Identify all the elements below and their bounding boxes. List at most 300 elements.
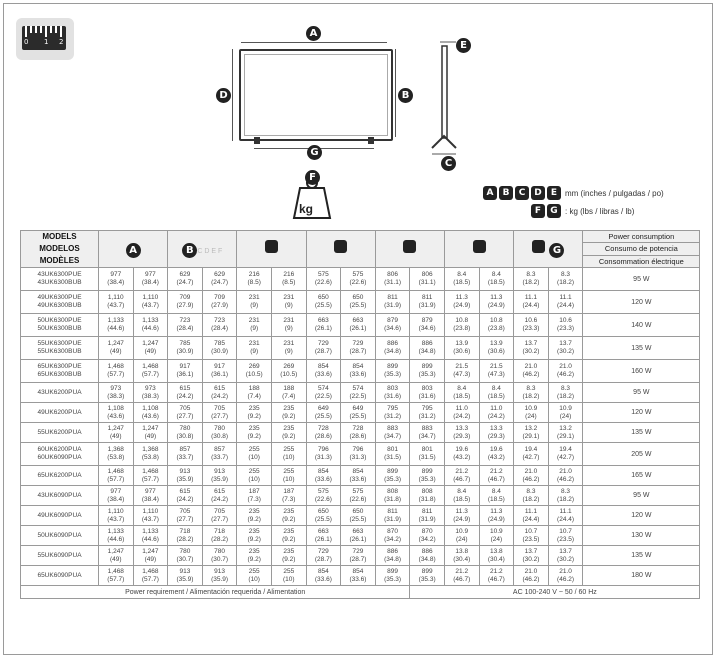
label-b-badge: B [398, 88, 413, 103]
dimension-cell: 269 (10.5) [237, 360, 272, 383]
model-name: 65UK6200PUA [37, 471, 82, 479]
legend-dims-text: mm (inches / pulgadas / po) [565, 189, 664, 198]
dimension-cell: 795 (31.2) [375, 403, 410, 423]
dimension-cell: 1,133 (44.6) [133, 526, 168, 546]
dimension-cell: 977 (38.4) [133, 268, 168, 291]
model-name: 43UK6090PUA [37, 491, 82, 499]
dimension-cell: 231 (9) [237, 314, 272, 337]
dimension-cell: 650 (25.5) [341, 506, 376, 526]
dimension-cell: 1,468 (57.7) [133, 566, 168, 586]
dimension-cell: 883 (34.7) [410, 423, 445, 443]
legend-e-icon: E [547, 186, 561, 200]
dimension-cell: 649 (25.5) [306, 403, 341, 423]
dimension-cell: 1,133 (44.6) [99, 526, 134, 546]
dimension-cell: 1,108 (43.6) [99, 403, 134, 423]
label-g-badge: G [307, 145, 322, 160]
dimension-cell: 13.3 (29.3) [479, 423, 514, 443]
dimension-cell: 729 (28.7) [341, 337, 376, 360]
dimension-cell: 21.5 (47.3) [444, 360, 479, 383]
dimension-cell: 806 (31.1) [410, 268, 445, 291]
dimension-cell: 857 (33.7) [202, 443, 237, 466]
dimension-cell: 574 (22.5) [341, 383, 376, 403]
dimension-cell: 663 (26.1) [341, 314, 376, 337]
col-e-header [375, 231, 444, 268]
dimension-cell: 650 (25.5) [306, 506, 341, 526]
dimension-cell: 13.2 (29.1) [514, 423, 549, 443]
dimension-cell: 854 (33.6) [306, 466, 341, 486]
dimension-cell: 785 (30.9) [202, 337, 237, 360]
dimension-cell: 879 (34.6) [375, 314, 410, 337]
power-cell: 165 W [583, 466, 700, 486]
col-d-header [306, 231, 375, 268]
dimension-cell: 255 (10) [237, 466, 272, 486]
dimension-cell: 801 (31.5) [375, 443, 410, 466]
dimension-cell: 255 (10) [271, 566, 306, 586]
dimension-cell: 235 (9.2) [237, 403, 272, 423]
dimension-cell: 187 (7.3) [237, 486, 272, 506]
model-cell [21, 506, 99, 526]
dimension-cell: 255 (10) [237, 566, 272, 586]
dimension-cell: 235 (9.2) [237, 423, 272, 443]
dimension-cell: 10.9 (24) [514, 403, 549, 423]
dimension-cell: 1,247 (49) [99, 546, 134, 566]
dimension-cell: 705 (27.7) [202, 403, 237, 423]
model-name: 49UK6200PUA [37, 408, 82, 416]
dimension-cell: 11.3 (24.9) [479, 291, 514, 314]
dimension-cell: 21.0 (46.2) [548, 360, 583, 383]
dimension-cell: 21.5 (47.3) [479, 360, 514, 383]
table-row [21, 383, 700, 403]
power-cell: 120 W [583, 403, 700, 423]
ruler-num-1: 1 [44, 38, 49, 46]
dimension-cell: 1,468 (57.7) [99, 360, 134, 383]
dimension-cell: 8.3 (18.2) [514, 486, 549, 506]
power-requirement-value: AC 100-240 V ~ 50 / 60 Hz [410, 586, 700, 599]
dimension-cell: 11.1 (24.4) [514, 506, 549, 526]
dimension-cell: 615 (24.2) [168, 486, 203, 506]
dimension-cell: 723 (28.4) [202, 314, 237, 337]
dimension-cell: 854 (33.6) [341, 360, 376, 383]
dimension-cell: 886 (34.8) [410, 337, 445, 360]
dimension-cell: 803 (31.6) [375, 383, 410, 403]
dimension-cell: 11.0 (24.2) [444, 403, 479, 423]
table-row [21, 546, 700, 566]
dimension-cell: 879 (34.6) [410, 314, 445, 337]
dimension-cell: 1,247 (49) [99, 423, 134, 443]
dimension-cell: 188 (7.4) [237, 383, 272, 403]
dimension-cell: 11.1 (24.4) [514, 291, 549, 314]
dimension-cell: 269 (10.5) [271, 360, 306, 383]
tv-foot-right [368, 137, 374, 144]
power-cell: 95 W [583, 383, 700, 403]
col-f-header [444, 231, 513, 268]
dimension-cell: 650 (25.5) [306, 291, 341, 314]
power-cell: 95 W [583, 268, 700, 291]
dimension-cell: 11.3 (24.9) [479, 506, 514, 526]
dimension-cell: 973 (38.3) [99, 383, 134, 403]
dimension-cell: 10.7 (23.5) [514, 526, 549, 546]
dimension-cell: 913 (35.9) [202, 466, 237, 486]
ruler-icon-box [16, 18, 74, 60]
dimension-cell: 574 (22.5) [306, 383, 341, 403]
model-cell [21, 443, 99, 466]
dimension-cell: 10.9 (24) [548, 403, 583, 423]
label-e-badge: E [456, 38, 471, 53]
power-header-es: Consumo de potencia [583, 243, 700, 255]
dimension-cell: 663 (26.1) [341, 526, 376, 546]
dimension-cell: 235 (9.2) [237, 506, 272, 526]
power-cell: 135 W [583, 337, 700, 360]
dimension-cell: 806 (31.1) [375, 268, 410, 291]
dimension-cell: 1,247 (49) [99, 337, 134, 360]
dimension-cell: 13.7 (30.2) [548, 546, 583, 566]
dimension-cell: 709 (27.9) [168, 291, 203, 314]
dimension-cell: 705 (27.7) [168, 403, 203, 423]
dimension-cell: 8.4 (18.5) [444, 383, 479, 403]
dimension-cell: 615 (24.2) [202, 383, 237, 403]
dimension-cell: 728 (28.6) [306, 423, 341, 443]
table-row [21, 466, 700, 486]
dimension-cell: 13.8 (30.4) [444, 546, 479, 566]
dimension-cell: 187 (7.3) [271, 486, 306, 506]
dimension-cell: 1,468 (57.7) [99, 566, 134, 586]
dimension-cell: 886 (34.8) [375, 546, 410, 566]
dimension-cell: 811 (31.9) [375, 291, 410, 314]
dimension-cell: 780 (30.8) [202, 423, 237, 443]
dimension-cell: 231 (9) [271, 291, 306, 314]
power-cell: 95 W [583, 486, 700, 506]
power-cell: 205 W [583, 443, 700, 466]
dimension-cell: 857 (33.7) [168, 443, 203, 466]
dimension-cell: 10.6 (23.3) [548, 314, 583, 337]
dimension-cell: 10.6 (23.3) [514, 314, 549, 337]
dimension-cell: 663 (26.1) [306, 314, 341, 337]
dimension-cell: 231 (9) [271, 337, 306, 360]
dimension-cell: 1,468 (57.7) [133, 360, 168, 383]
legend-weight-text: : kg (lbs / libras / lb) [565, 207, 635, 216]
dimension-cell: 11.0 (24.2) [479, 403, 514, 423]
legend-f-icon: F [531, 204, 545, 218]
dimension-cell: 723 (28.4) [168, 314, 203, 337]
dimension-cell: 854 (33.6) [341, 466, 376, 486]
dimension-cell: 19.6 (43.2) [479, 443, 514, 466]
label-c-badge: C [441, 156, 456, 171]
col-a-header: A [99, 231, 168, 268]
model-name: 55UK6300BUB [37, 348, 82, 355]
dimension-cell: 705 (27.7) [202, 506, 237, 526]
dimension-cell: 808 (31.8) [410, 486, 445, 506]
model-name: 49UK6300PUE [37, 294, 82, 301]
dimension-cell: 13.9 (30.6) [444, 337, 479, 360]
dimension-cell: 21.2 (46.7) [444, 466, 479, 486]
dimension-cell: 235 (9.2) [271, 546, 306, 566]
dimension-cell: 663 (26.1) [306, 526, 341, 546]
dimension-cell: 883 (34.7) [375, 423, 410, 443]
label-d-badge: D [216, 88, 231, 103]
dimension-cell: 913 (35.9) [202, 566, 237, 586]
model-name: 50UK6090PUA [37, 531, 82, 539]
dimension-cell: 801 (31.5) [410, 443, 445, 466]
model-name: 43UK6200PUA [37, 388, 82, 396]
dimension-cell: 780 (30.8) [168, 423, 203, 443]
dimension-cell: 21.0 (46.2) [514, 360, 549, 383]
dimension-cell: 870 (34.2) [410, 526, 445, 546]
dimension-cell: 21.0 (46.2) [548, 566, 583, 586]
dimension-cell: 1,247 (49) [133, 423, 168, 443]
model-cell [21, 360, 99, 383]
tv-front-diagram [239, 49, 393, 141]
model-name: 49UK6090PUA [37, 511, 82, 519]
dimension-cell: 780 (30.7) [168, 546, 203, 566]
dimension-cell: 21.2 (46.7) [479, 466, 514, 486]
col-b-header: B C D E F [168, 231, 237, 268]
dimension-cell: 255 (10) [237, 443, 272, 466]
dimension-cell: 216 (8.5) [271, 268, 306, 291]
dimension-cell: 729 (28.7) [341, 546, 376, 566]
model-name: 50UK6300PUE [37, 317, 82, 324]
model-cell [21, 423, 99, 443]
legend-c-icon: C [515, 186, 529, 200]
legend-g-icon: G [547, 204, 561, 218]
dimension-cell: 8.4 (18.5) [479, 383, 514, 403]
table-row [21, 506, 700, 526]
dimension-cell: 1,468 (57.7) [133, 466, 168, 486]
label-a-badge: A [306, 26, 321, 41]
dimension-cell: 811 (31.9) [410, 291, 445, 314]
dimension-cell: 575 (22.6) [341, 486, 376, 506]
legend-d-icon: D [531, 186, 545, 200]
dimension-cell: 19.6 (43.2) [444, 443, 479, 466]
table-row [21, 268, 700, 291]
dimension-cell: 11.3 (24.9) [444, 506, 479, 526]
weight-unit: kg [299, 202, 314, 216]
dimension-cell: 11.3 (24.9) [444, 291, 479, 314]
dimension-cell: 255 (10) [271, 443, 306, 466]
dimension-cell: 8.4 (18.5) [479, 486, 514, 506]
model-name: 50UK6300BUB [37, 325, 82, 332]
dimension-cell: 235 (9.2) [271, 526, 306, 546]
dimension-cell: 13.3 (29.3) [444, 423, 479, 443]
dimension-cell: 629 (24.7) [202, 268, 237, 291]
dimension-cell: 1,247 (49) [133, 546, 168, 566]
power-cell: 140 W [583, 314, 700, 337]
model-name: 60UK6200PUA [37, 446, 82, 453]
dimension-cell: 718 (28.2) [168, 526, 203, 546]
models-header: MODELS MODELOS MODÈLES [21, 231, 99, 268]
dimension-cell: 8.4 (18.5) [479, 268, 514, 291]
model-name: 65UK6300BUB [37, 371, 82, 378]
dimension-cell: 1,110 (43.7) [99, 291, 134, 314]
dimension-cell: 1,468 (57.7) [99, 466, 134, 486]
dimension-cell: 886 (34.8) [375, 337, 410, 360]
dimension-cell: 1,108 (43.6) [133, 403, 168, 423]
dimension-cell: 10.9 (24) [444, 526, 479, 546]
dimension-cell: 216 (8.5) [237, 268, 272, 291]
dimension-cell: 649 (25.5) [341, 403, 376, 423]
dimension-cell: 854 (33.6) [341, 566, 376, 586]
power-cell: 160 W [583, 360, 700, 383]
dimension-cell: 718 (28.2) [202, 526, 237, 546]
dimension-cell: 650 (25.5) [341, 291, 376, 314]
model-cell [21, 526, 99, 546]
dimension-cell: 8.3 (18.2) [548, 486, 583, 506]
model-name: 65UK6090PUA [37, 571, 82, 579]
dimension-cell: 780 (30.7) [202, 546, 237, 566]
dimension-cell: 13.7 (30.2) [514, 546, 549, 566]
dimension-cell: 575 (22.6) [306, 268, 341, 291]
dimension-cell: 917 (36.1) [168, 360, 203, 383]
table-row [21, 486, 700, 506]
model-cell [21, 337, 99, 360]
power-cell: 180 W [583, 566, 700, 586]
legend-b-icon: B [499, 186, 513, 200]
dimension-cell: 235 (9.2) [237, 526, 272, 546]
power-header-fr: Consommation électrique [583, 255, 700, 267]
dimension-cell: 899 (35.3) [410, 566, 445, 586]
dimension-cell: 705 (27.7) [168, 506, 203, 526]
model-cell [21, 566, 99, 586]
dimension-cell: 917 (36.1) [202, 360, 237, 383]
dimension-cell: 977 (38.4) [133, 486, 168, 506]
dimension-cell: 1,368 (53.8) [133, 443, 168, 466]
dimension-cell: 8.3 (18.2) [514, 268, 549, 291]
power-header-en: Power consumption [583, 231, 700, 243]
dimension-cell: 811 (31.9) [375, 506, 410, 526]
table-row [21, 526, 700, 546]
dimension-cell: 8.4 (18.5) [444, 486, 479, 506]
dimension-cell: 795 (31.2) [410, 403, 445, 423]
model-cell [21, 403, 99, 423]
dimension-cell: 899 (35.3) [375, 360, 410, 383]
dimension-cell: 709 (27.9) [202, 291, 237, 314]
ruler-num-0: 0 [24, 38, 29, 46]
dimension-cell: 913 (35.9) [168, 566, 203, 586]
spec-table [20, 230, 700, 599]
power-cell: 120 W [583, 291, 700, 314]
col-g-header: G [514, 231, 583, 268]
dimension-cell: 1,133 (44.6) [99, 314, 134, 337]
dimension-cell: 19.4 (42.7) [548, 443, 583, 466]
table-row [21, 566, 700, 586]
dimension-cell: 10.7 (23.5) [548, 526, 583, 546]
dimension-cell: 255 (10) [271, 466, 306, 486]
dimension-cell: 8.3 (18.2) [514, 383, 549, 403]
dimension-cell: 231 (9) [237, 291, 272, 314]
model-cell [21, 383, 99, 403]
table-row [21, 403, 700, 423]
dimension-cell: 899 (35.3) [410, 360, 445, 383]
col-c-header [237, 231, 306, 268]
dimension-cell: 8.4 (18.5) [444, 268, 479, 291]
dimension-cell: 729 (28.7) [306, 337, 341, 360]
dimension-cell: 1,110 (43.7) [133, 291, 168, 314]
dimension-cell: 235 (9.2) [237, 546, 272, 566]
dimension-cell: 629 (24.7) [168, 268, 203, 291]
dimension-cell: 811 (31.9) [410, 506, 445, 526]
dimension-cell: 899 (35.3) [375, 466, 410, 486]
model-name: 49UK6300BUB [37, 302, 82, 309]
power-cell: 135 W [583, 546, 700, 566]
model-name: 55UK6090PUA [37, 551, 82, 559]
model-name: 43UK6300BUB [37, 279, 82, 286]
dimension-cell: 575 (22.6) [341, 268, 376, 291]
table-row [21, 337, 700, 360]
dimension-cell: 8.3 (18.2) [548, 268, 583, 291]
dimension-cell: 615 (24.2) [168, 383, 203, 403]
ruler-num-2: 2 [59, 38, 64, 46]
dimension-cell: 886 (34.8) [410, 546, 445, 566]
dimension-cell: 13.9 (30.6) [479, 337, 514, 360]
dimension-cell: 11.1 (24.4) [548, 506, 583, 526]
power-cell: 130 W [583, 526, 700, 546]
tv-side-diagram [426, 34, 476, 159]
model-cell [21, 546, 99, 566]
table-row [21, 314, 700, 337]
dimension-cell: 13.7 (30.2) [548, 337, 583, 360]
dimension-cell: 796 (31.3) [341, 443, 376, 466]
dimension-cell: 21.2 (46.7) [479, 566, 514, 586]
dimension-cell: 21.0 (46.2) [548, 466, 583, 486]
model-cell [21, 314, 99, 337]
power-requirement-label: Power requirement / Alimentación requerida / Alimentation [21, 586, 410, 599]
dimension-cell: 13.8 (30.4) [479, 546, 514, 566]
dimension-cell: 8.3 (18.2) [548, 383, 583, 403]
dimension-cell: 19.4 (42.7) [514, 443, 549, 466]
dimension-cell: 1,133 (44.6) [133, 314, 168, 337]
model-cell [21, 291, 99, 314]
model-name: 65UK6300PUE [37, 363, 82, 370]
dimension-cell: 973 (38.3) [133, 383, 168, 403]
dimension-cell: 913 (35.9) [168, 466, 203, 486]
dimension-cell: 854 (33.6) [306, 566, 341, 586]
dimension-cell: 977 (38.4) [99, 268, 134, 291]
dimension-cell: 899 (35.3) [410, 466, 445, 486]
table-row [21, 360, 700, 383]
model-cell [21, 268, 99, 291]
dimension-cell: 13.7 (30.2) [514, 337, 549, 360]
dimension-cell: 10.8 (23.8) [479, 314, 514, 337]
legend-a-icon: A [483, 186, 497, 200]
dimension-cell: 11.1 (24.4) [548, 291, 583, 314]
dimension-cell: 231 (9) [271, 314, 306, 337]
model-name: 60UK6090PUA [37, 454, 82, 461]
dimension-cell: 1,247 (49) [133, 337, 168, 360]
dim-line-b [395, 49, 396, 137]
dimension-cell: 235 (9.2) [271, 506, 306, 526]
dimension-cell: 21.0 (46.2) [514, 566, 549, 586]
dimension-cell: 729 (28.7) [306, 546, 341, 566]
dimension-cell: 21.2 (46.7) [444, 566, 479, 586]
dimension-cell: 10.8 (23.8) [444, 314, 479, 337]
dimension-cell: 10.9 (24) [479, 526, 514, 546]
dimension-cell: 728 (28.6) [341, 423, 376, 443]
model-name: 43UK6300PUE [37, 271, 82, 278]
dimension-cell: 235 (9.2) [271, 423, 306, 443]
dimension-cell: 803 (31.6) [410, 383, 445, 403]
dim-line-a [241, 42, 387, 43]
ruler-icon [22, 26, 66, 50]
model-name: 55UK6300PUE [37, 340, 82, 347]
dimension-cell: 615 (24.2) [202, 486, 237, 506]
dimension-cell: 235 (9.2) [271, 403, 306, 423]
dimension-cell: 231 (9) [237, 337, 272, 360]
tv-foot-left [254, 137, 260, 144]
dimension-cell: 188 (7.4) [271, 383, 306, 403]
power-cell: 120 W [583, 506, 700, 526]
dimension-cell: 575 (22.6) [306, 486, 341, 506]
dimension-cell: 21.0 (46.2) [514, 466, 549, 486]
power-cell: 135 W [583, 423, 700, 443]
